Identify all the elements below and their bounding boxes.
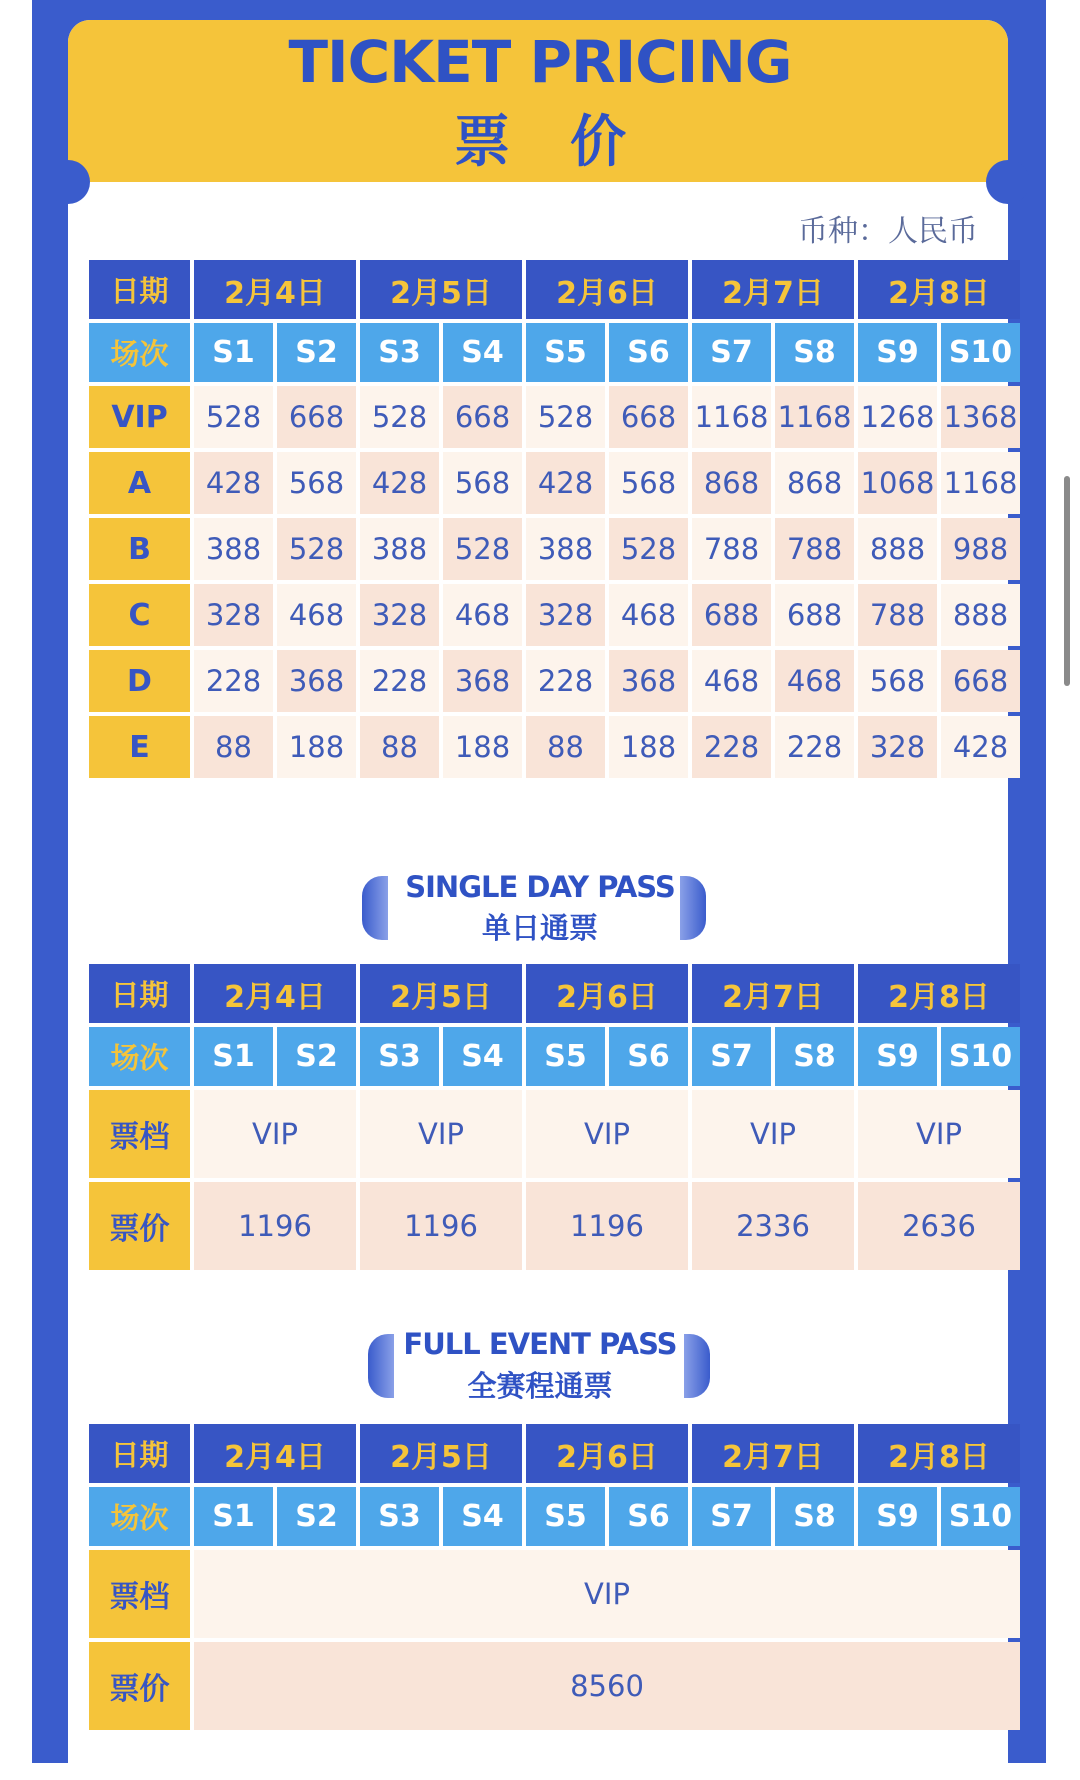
price-cell: 228 xyxy=(775,716,854,778)
price-cell: 1196 xyxy=(526,1182,688,1270)
session-header: S4 xyxy=(443,323,522,382)
session-header: S8 xyxy=(775,323,854,382)
price-cell: 388 xyxy=(194,518,273,580)
price-cell: 1168 xyxy=(775,386,854,448)
price-cell: 1168 xyxy=(692,386,771,448)
tier-cell: VIP xyxy=(526,1090,688,1178)
category-label: B xyxy=(89,518,190,580)
category-label: VIP xyxy=(89,386,190,448)
price-cell: 788 xyxy=(858,584,937,646)
price-cell: 368 xyxy=(609,650,688,712)
session-header: S2 xyxy=(277,323,356,382)
tier-row-label: 票档 xyxy=(89,1550,190,1638)
date-header: 2月7日 xyxy=(692,260,854,319)
category-label: D xyxy=(89,650,190,712)
session-header: S10 xyxy=(941,1487,1020,1546)
session-header: S2 xyxy=(277,1487,356,1546)
session-header: S3 xyxy=(360,1487,439,1546)
price-cell: 468 xyxy=(277,584,356,646)
price-cell: 468 xyxy=(609,584,688,646)
price-cell: 1268 xyxy=(858,386,937,448)
price-cell: 788 xyxy=(692,518,771,580)
price-cell: 368 xyxy=(277,650,356,712)
price-cell: 428 xyxy=(194,452,273,514)
price-cell: 468 xyxy=(692,650,771,712)
session-row-label: 场次 xyxy=(89,1487,190,1546)
price-cell: 428 xyxy=(941,716,1020,778)
price-cell: 528 xyxy=(526,386,605,448)
page-title-zh: 票价 xyxy=(454,110,686,175)
price-cell: 468 xyxy=(443,584,522,646)
date-header: 2月8日 xyxy=(858,1424,1020,1483)
tier-cell: VIP xyxy=(194,1090,356,1178)
date-header: 2月5日 xyxy=(360,260,522,319)
price-cell: 88 xyxy=(360,716,439,778)
price-cell: 988 xyxy=(941,518,1020,580)
price-cell: 468 xyxy=(775,650,854,712)
session-header: S1 xyxy=(194,323,273,382)
price-cell: 228 xyxy=(526,650,605,712)
price-cell: 888 xyxy=(858,518,937,580)
price-cell: 888 xyxy=(941,584,1020,646)
price-cell: 328 xyxy=(194,584,273,646)
price-cell: 528 xyxy=(443,518,522,580)
session-header: S6 xyxy=(609,1487,688,1546)
date-header: 2月5日 xyxy=(360,1424,522,1483)
price-cell: 428 xyxy=(526,452,605,514)
session-header: S8 xyxy=(775,1487,854,1546)
price-row-label: 票价 xyxy=(89,1182,190,1270)
session-header: S3 xyxy=(360,323,439,382)
price-cell: 788 xyxy=(775,518,854,580)
date-header: 2月6日 xyxy=(526,964,688,1023)
price-cell: 868 xyxy=(775,452,854,514)
session-header: S9 xyxy=(858,323,937,382)
tier-cell: VIP xyxy=(360,1090,522,1178)
date-header: 2月4日 xyxy=(194,260,356,319)
session-header: S7 xyxy=(692,1027,771,1086)
price-cell: 388 xyxy=(526,518,605,580)
session-header: S7 xyxy=(692,1487,771,1546)
single-day-pass-title-en: SINGLE DAY PASS xyxy=(405,870,675,904)
price-cell: 1368 xyxy=(941,386,1020,448)
price-cell: 668 xyxy=(443,386,522,448)
price-cell: 1196 xyxy=(360,1182,522,1270)
price-cell: 528 xyxy=(194,386,273,448)
price-cell: 688 xyxy=(775,584,854,646)
price-cell: 1068 xyxy=(858,452,937,514)
price-cell: 328 xyxy=(526,584,605,646)
category-label: E xyxy=(89,716,190,778)
tier-cell: VIP xyxy=(858,1090,1020,1178)
price-cell: 88 xyxy=(194,716,273,778)
price-cell: 228 xyxy=(360,650,439,712)
price-cell: 328 xyxy=(360,584,439,646)
session-header: S10 xyxy=(941,1027,1020,1086)
page-title-en: TICKET PRICING xyxy=(288,28,792,96)
session-header: S4 xyxy=(443,1487,522,1546)
date-header: 2月7日 xyxy=(692,1424,854,1483)
price-cell: 188 xyxy=(277,716,356,778)
price-cell: 428 xyxy=(360,452,439,514)
date-header: 2月5日 xyxy=(360,964,522,1023)
tier-cell: VIP xyxy=(194,1550,1020,1638)
price-cell: 388 xyxy=(360,518,439,580)
price-cell: 528 xyxy=(609,518,688,580)
price-cell: 568 xyxy=(443,452,522,514)
category-label: C xyxy=(89,584,190,646)
currency-note: 币种：人民币 xyxy=(798,214,978,249)
price-cell: 228 xyxy=(194,650,273,712)
price-cell: 188 xyxy=(609,716,688,778)
full-event-pass-title-en: FULL EVENT PASS xyxy=(403,1327,677,1361)
price-cell: 688 xyxy=(692,584,771,646)
price-cell: 2336 xyxy=(692,1182,854,1270)
session-header: S5 xyxy=(526,323,605,382)
price-row-label: 票价 xyxy=(89,1642,190,1730)
date-header: 2月4日 xyxy=(194,1424,356,1483)
price-cell: 368 xyxy=(443,650,522,712)
session-header: S6 xyxy=(609,1027,688,1086)
category-label: A xyxy=(89,452,190,514)
date-header: 2月8日 xyxy=(858,260,1020,319)
date-row-label: 日期 xyxy=(89,1424,190,1483)
session-header: S5 xyxy=(526,1487,605,1546)
scrollbar[interactable] xyxy=(1064,476,1070,686)
date-header: 2月8日 xyxy=(858,964,1020,1023)
session-header: S3 xyxy=(360,1027,439,1086)
price-cell: 2636 xyxy=(858,1182,1020,1270)
date-header: 2月4日 xyxy=(194,964,356,1023)
session-row-label: 场次 xyxy=(89,323,190,382)
tier-row-label: 票档 xyxy=(89,1090,190,1178)
single-day-pass-title-zh: 单日通票 xyxy=(481,911,598,945)
price-cell: 568 xyxy=(609,452,688,514)
price-cell: 528 xyxy=(360,386,439,448)
session-header: S9 xyxy=(858,1027,937,1086)
session-header: S1 xyxy=(194,1027,273,1086)
price-cell: 88 xyxy=(526,716,605,778)
price-cell: 668 xyxy=(277,386,356,448)
price-cell: 868 xyxy=(692,452,771,514)
price-cell: 328 xyxy=(858,716,937,778)
session-header: S6 xyxy=(609,323,688,382)
session-header: S2 xyxy=(277,1027,356,1086)
session-header: S1 xyxy=(194,1487,273,1546)
price-cell: 228 xyxy=(692,716,771,778)
session-row-label: 场次 xyxy=(89,1027,190,1086)
price-cell: 668 xyxy=(941,650,1020,712)
price-cell: 568 xyxy=(858,650,937,712)
session-header: S7 xyxy=(692,323,771,382)
price-cell: 1168 xyxy=(941,452,1020,514)
price-cell: 568 xyxy=(277,452,356,514)
price-cell: 1196 xyxy=(194,1182,356,1270)
date-header: 2月6日 xyxy=(526,260,688,319)
price-cell: 8560 xyxy=(194,1642,1020,1730)
session-header: S5 xyxy=(526,1027,605,1086)
date-header: 2月6日 xyxy=(526,1424,688,1483)
session-header: S9 xyxy=(858,1487,937,1546)
date-row-label: 日期 xyxy=(89,260,190,319)
session-header: S10 xyxy=(941,323,1020,382)
date-header: 2月7日 xyxy=(692,964,854,1023)
session-header: S4 xyxy=(443,1027,522,1086)
date-row-label: 日期 xyxy=(89,964,190,1023)
tier-cell: VIP xyxy=(692,1090,854,1178)
price-cell: 528 xyxy=(277,518,356,580)
session-header: S8 xyxy=(775,1027,854,1086)
price-cell: 188 xyxy=(443,716,522,778)
price-cell: 668 xyxy=(609,386,688,448)
full-event-pass-title-zh: 全赛程通票 xyxy=(467,1369,613,1403)
